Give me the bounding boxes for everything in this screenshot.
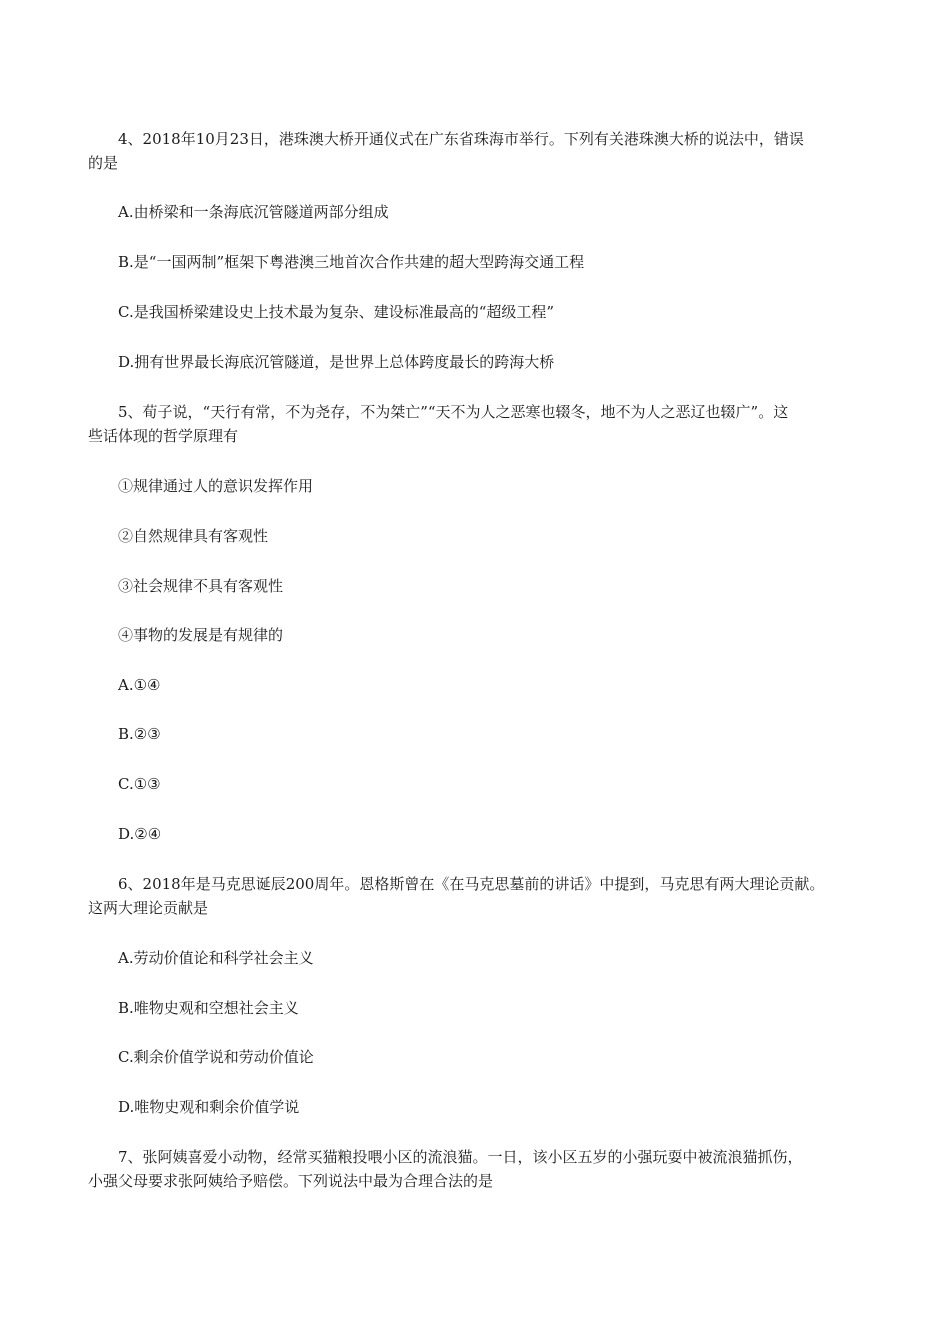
question-6-option-d: D.唯物史观和剩余价值学说	[118, 1098, 300, 1116]
question-6-stem	[88, 872, 868, 920]
question-7-stem	[88, 1145, 868, 1193]
question-5-stem-line2: 些话体现的哲学原理有	[88, 427, 239, 445]
question-4-stem	[88, 127, 868, 175]
question-5-stem	[88, 400, 868, 448]
question-5-stem-line1: 5、荀子说，“天行有常，不为尧存，不为桀亡”“天不为人之恶寒也辍冬，地不为人之恶辽也辍广”。这	[118, 403, 789, 421]
question-5-item-3: ③社会规律不具有客观性	[118, 577, 284, 595]
question-5-option-c: C.①③	[118, 775, 161, 793]
question-5-option-a: A.①④	[118, 676, 161, 694]
question-4-option-b: B.是“一国两制”框架下粤港澳三地首次合作共建的超大型跨海交通工程	[118, 253, 585, 271]
question-6-stem-line2: 这两大理论贡献是	[88, 899, 209, 917]
question-7-stem-line1: 7、张阿姨喜爱小动物，经常买猫粮投喂小区的流浪猫。一日，该小区五岁的小强玩耍中被流浪猫抓伤，	[118, 1148, 803, 1166]
question-5-option-b: B.②③	[118, 725, 161, 743]
question-5-item-2: ②自然规律具有客观性	[118, 527, 269, 545]
question-4-stem-line1: 4、2018年10月23日，港珠澳大桥开通仪式在广东省珠海市举行。下列有关港珠澳大桥的说法中，错误	[118, 130, 804, 148]
question-4-option-d: D.拥有世界最长海底沉管隧道，是世界上总体跨度最长的跨海大桥	[118, 353, 555, 371]
question-6-option-c: C.剩余价值学说和劳动价值论	[118, 1048, 314, 1066]
question-5-item-1: ①规律通过人的意识发挥作用	[118, 477, 314, 495]
question-6-option-b: B.唯物史观和空想社会主义	[118, 999, 299, 1017]
question-5-item-4: ④事物的发展是有规律的	[118, 626, 284, 644]
question-4-option-a: A.由桥梁和一条海底沉管隧道两部分组成	[118, 203, 389, 221]
question-4-option-c: C.是我国桥梁建设史上技术最为复杂、建设标准最高的“超级工程”	[118, 303, 555, 321]
question-7-stem-line2: 小强父母要求张阿姨给予赔偿。下列说法中最为合理合法的是	[88, 1172, 494, 1190]
question-6-stem-line1: 6、2018年是马克思诞辰200周年。恩格斯曾在《在马克思墓前的讲话》中提到，马克思有两大理论贡献。	[118, 875, 825, 893]
question-6-option-a: A.劳动价值论和科学社会主义	[118, 949, 314, 967]
question-4-stem-line2: 的是	[88, 154, 119, 172]
question-5-option-d: D.②④	[118, 825, 162, 843]
